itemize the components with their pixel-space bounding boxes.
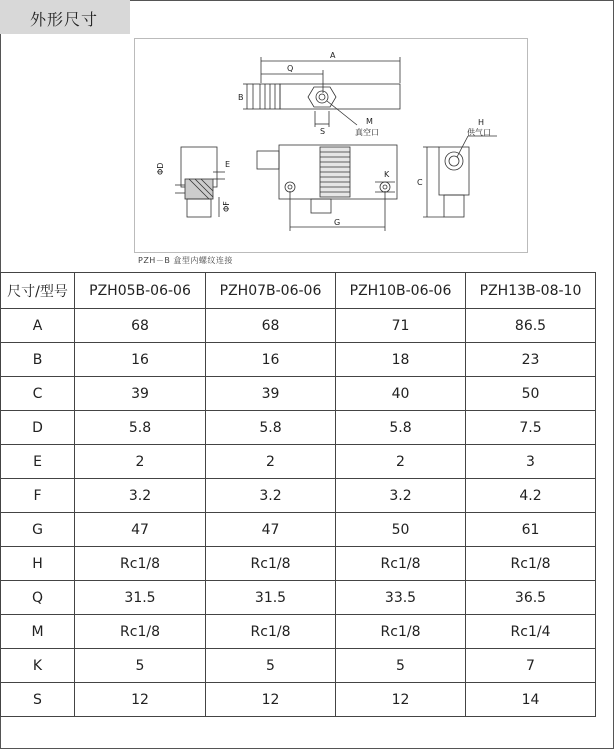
table-cell-dimension: D [1, 411, 75, 445]
table-cell: 5 [336, 649, 466, 683]
drawing-caption: PZH－B 盒型内螺纹连接 [138, 256, 233, 265]
table-cell: 47 [75, 513, 206, 547]
table-row [1, 479, 596, 513]
table-cell: 36.5 [466, 581, 596, 615]
label-A: A [330, 51, 336, 60]
table-row [1, 377, 596, 411]
table-cell: 12 [336, 683, 466, 717]
right-view [417, 118, 497, 217]
table-cell-dimension: F [1, 479, 75, 513]
header-cell-model: PZH10B-06-06 [336, 273, 466, 309]
table-cell-dimension: Q [1, 581, 75, 615]
table-cell: 31.5 [75, 581, 206, 615]
table-cell-dimension: A [1, 309, 75, 343]
table-cell: 68 [206, 309, 336, 343]
table-cell-dimension: S [1, 683, 75, 717]
table-row [1, 309, 596, 343]
section-title: 外形尺寸 [30, 10, 99, 29]
table-cell: 12 [75, 683, 206, 717]
table-cell: 33.5 [336, 581, 466, 615]
table-cell: Rc1/8 [466, 547, 596, 581]
table-cell: 71 [336, 309, 466, 343]
table-cell: 18 [336, 343, 466, 377]
table-cell: 31.5 [206, 581, 336, 615]
table-cell: Rc1/8 [75, 615, 206, 649]
table-row [1, 547, 596, 581]
table-cell: 5 [75, 649, 206, 683]
top-view [238, 51, 400, 137]
table-cell: 5.8 [75, 411, 206, 445]
table-cell: 7.5 [466, 411, 596, 445]
table-cell: Rc1/8 [206, 615, 336, 649]
table-cell: 3 [466, 445, 596, 479]
table-cell: 50 [336, 513, 466, 547]
table-cell: 86.5 [466, 309, 596, 343]
table-cell: 7 [466, 649, 596, 683]
table-cell: 68 [75, 309, 206, 343]
table-cell: 2 [75, 445, 206, 479]
side-view [156, 147, 231, 217]
table-cell-dimension: B [1, 343, 75, 377]
table-cell: 5.8 [206, 411, 336, 445]
label-Q: Q [287, 64, 294, 73]
label-phiF: ΦF [222, 201, 231, 212]
table-row [1, 683, 596, 717]
table-cell: 5 [206, 649, 336, 683]
table-cell: 39 [75, 377, 206, 411]
dimension-table [0, 272, 596, 717]
table-cell: 3.2 [75, 479, 206, 513]
dimension-drawing [134, 38, 528, 253]
table-cell-dimension: C [1, 377, 75, 411]
label-phiD: ΦD [156, 162, 165, 175]
label-B: B [238, 93, 244, 102]
table-cell: 2 [206, 445, 336, 479]
table-header-row [1, 273, 596, 309]
label-M: M [366, 117, 373, 126]
table-cell: 12 [206, 683, 336, 717]
table-cell: 50 [466, 377, 596, 411]
table-cell-dimension: G [1, 513, 75, 547]
table-cell: 16 [75, 343, 206, 377]
header-cell-model: PZH05B-06-06 [75, 273, 206, 309]
table-cell: 14 [466, 683, 596, 717]
table-cell: Rc1/8 [206, 547, 336, 581]
table-cell: 4.2 [466, 479, 596, 513]
table-cell: 5.8 [336, 411, 466, 445]
table-cell-dimension: K [1, 649, 75, 683]
table-cell-dimension: M [1, 615, 75, 649]
table-cell-dimension: E [1, 445, 75, 479]
header-cell-size-model: 尺寸/型号 [1, 273, 75, 309]
table-row [1, 343, 596, 377]
table-row [1, 513, 596, 547]
table-cell: 16 [206, 343, 336, 377]
table-cell: 3.2 [336, 479, 466, 513]
table-cell: 40 [336, 377, 466, 411]
table-cell: 2 [336, 445, 466, 479]
table-cell: Rc1/8 [336, 547, 466, 581]
table-cell: Rc1/8 [336, 615, 466, 649]
section-header [0, 0, 130, 34]
front-view [257, 145, 397, 231]
header-cell-model: PZH13B-08-10 [466, 273, 596, 309]
dimension-drawing-svg [135, 39, 527, 252]
label-supply-port: 供气口 [467, 128, 491, 137]
header-cell-model: PZH07B-06-06 [206, 273, 336, 309]
table-cell-dimension: H [1, 547, 75, 581]
table-cell: Rc1/8 [75, 547, 206, 581]
table-cell: Rc1/4 [466, 615, 596, 649]
label-vacuum-port: 真空口 [355, 128, 379, 137]
table-cell: 3.2 [206, 479, 336, 513]
table-row [1, 581, 596, 615]
label-C: C [417, 178, 423, 187]
table-cell: 47 [206, 513, 336, 547]
label-E: E [225, 160, 231, 169]
table-row [1, 615, 596, 649]
table-cell: 23 [466, 343, 596, 377]
table-row [1, 445, 596, 479]
table-row [1, 649, 596, 683]
label-G: G [334, 218, 341, 227]
table-cell: 39 [206, 377, 336, 411]
table-row [1, 411, 596, 445]
table-cell: 61 [466, 513, 596, 547]
label-S: S [320, 127, 326, 136]
label-K: K [384, 170, 390, 179]
label-H: H [478, 118, 485, 127]
